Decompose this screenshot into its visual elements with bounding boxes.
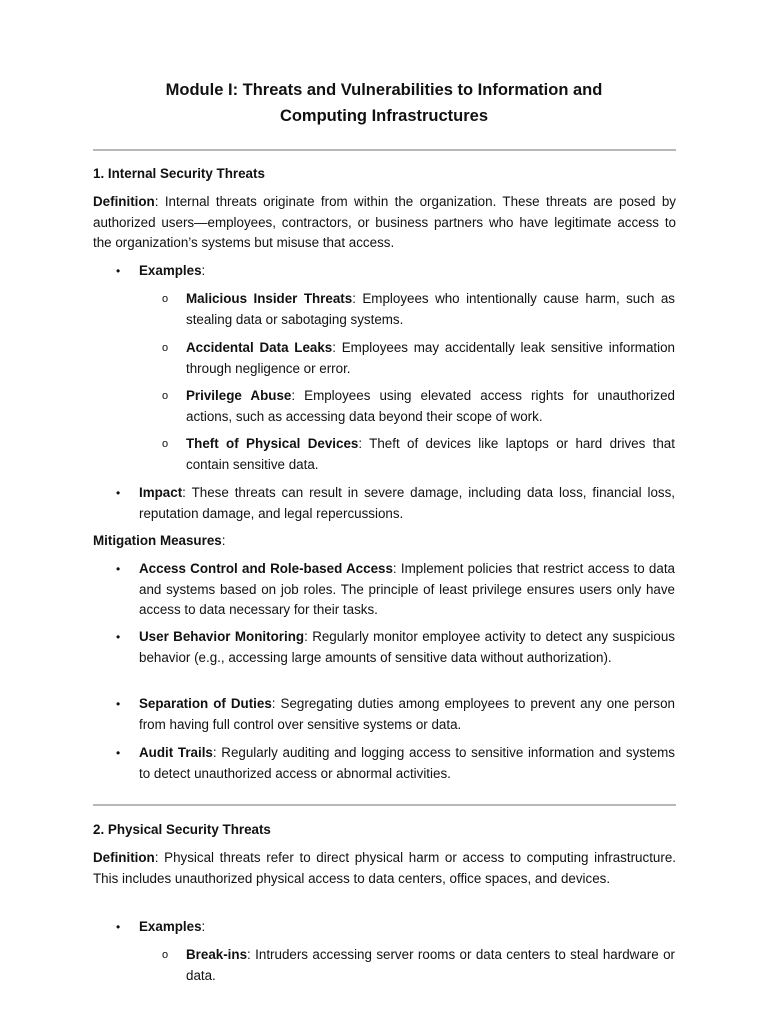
bullet-marker: • xyxy=(116,264,121,278)
section-heading-physical: 2. Physical Security Threats xyxy=(93,822,271,837)
sub-bullet-marker: o xyxy=(162,342,169,354)
example-label: Break-ins xyxy=(186,947,248,962)
mitigation-colon: : xyxy=(221,533,226,548)
bullet-marker: • xyxy=(116,486,121,500)
sub-bullet-marker: o xyxy=(162,949,169,961)
mitigation-item xyxy=(139,743,675,784)
section-divider xyxy=(93,149,676,151)
mitigation-label: Mitigation Measures xyxy=(93,533,222,548)
mitigation-item-text: : Regularly monitor employee activity to detect any suspicious behavior (e.g., accessing large amounts of sensitive data without authorization). xyxy=(139,629,675,665)
definition-paragraph xyxy=(93,192,676,254)
example-label: Theft of Physical Devices xyxy=(186,436,359,451)
mitigation-item-text: : Segregating duties among employees to prevent any one person from having full control over sensitive systems or data. xyxy=(139,696,675,732)
bullet-marker: • xyxy=(116,697,121,711)
document-title-line-2: Computing Infrastructures xyxy=(279,107,489,125)
mitigation-item xyxy=(139,627,675,668)
bullet-marker: • xyxy=(116,630,121,644)
bullet-marker: • xyxy=(116,746,121,760)
sub-bullet-marker: o xyxy=(162,293,169,305)
example-text: : Employees using elevated access rights for unauthorized actions, such as accessing data beyond their scope of work. xyxy=(186,388,675,424)
section-divider xyxy=(93,804,676,806)
impact-item xyxy=(139,483,675,524)
example-item xyxy=(186,338,675,379)
impact-label: Impact xyxy=(139,485,183,500)
definition-label: Definition xyxy=(93,850,155,865)
example-label: Malicious Insider Threats xyxy=(186,291,353,306)
examples-item xyxy=(139,261,675,282)
example-item xyxy=(186,434,675,475)
sub-bullet-marker: o xyxy=(162,390,169,402)
examples-item xyxy=(139,917,675,938)
mitigation-item-label: Audit Trails xyxy=(139,745,213,760)
sub-bullet-marker: o xyxy=(162,438,169,450)
definition-label: Definition xyxy=(93,194,155,209)
example-text: : Theft of devices like laptops or hard drives that contain sensitive data. xyxy=(186,436,675,472)
definition-text: : Internal threats originate from within the organization. These threats are posed by authorized users—employees, contractors, or business partners who have legitimate access to the organization’s systems but misuse that access. xyxy=(93,194,676,250)
example-label: Accidental Data Leaks xyxy=(186,340,333,355)
example-text: : Employees may accidentally leak sensitive information through negligence or error. xyxy=(186,340,675,376)
mitigation-heading xyxy=(93,531,676,552)
mitigation-item-text: : Implement policies that restrict access to data and systems based on job roles. The principle of least privilege ensures users only have access to data necessary for their tasks. xyxy=(139,561,675,617)
examples-colon: : xyxy=(201,263,206,278)
definition-paragraph xyxy=(93,848,676,889)
document-title-line-1: Module I: Threats and Vulnerabilities to Information and xyxy=(165,81,603,99)
mitigation-item-label: Separation of Duties xyxy=(139,696,272,711)
mitigation-item xyxy=(139,694,675,735)
mitigation-item-label: Access Control and Role-based Access xyxy=(139,561,393,576)
example-item xyxy=(186,945,675,986)
example-text: : Intruders accessing server rooms or data centers to steal hardware or data. xyxy=(186,947,675,983)
document-title xyxy=(93,77,675,129)
example-text: : Employees who intentionally cause harm, such as stealing data or sabotaging systems. xyxy=(186,291,675,327)
mitigation-item xyxy=(139,559,675,621)
examples-label: Examples xyxy=(139,263,202,278)
section-heading-internal: 1. Internal Security Threats xyxy=(93,166,265,181)
bullet-marker: • xyxy=(116,920,121,934)
examples-label: Examples xyxy=(139,919,202,934)
mitigation-item-label: User Behavior Monitoring xyxy=(139,629,305,644)
impact-text: : These threats can result in severe damage, including data loss, financial loss, reputation damage, and legal repercussions. xyxy=(139,485,675,521)
mitigation-item-text: : Regularly auditing and logging access to sensitive information and systems to detect unauthorized access or abnormal activities. xyxy=(139,745,675,781)
definition-text: : Physical threats refer to direct physical harm or access to computing infrastructure. This includes unauthorized physical access to data centers, office spaces, and devices. xyxy=(93,850,676,886)
examples-colon: : xyxy=(201,919,206,934)
bullet-marker: • xyxy=(116,562,121,576)
example-item xyxy=(186,289,675,330)
example-item xyxy=(186,386,675,427)
example-label: Privilege Abuse xyxy=(186,388,292,403)
